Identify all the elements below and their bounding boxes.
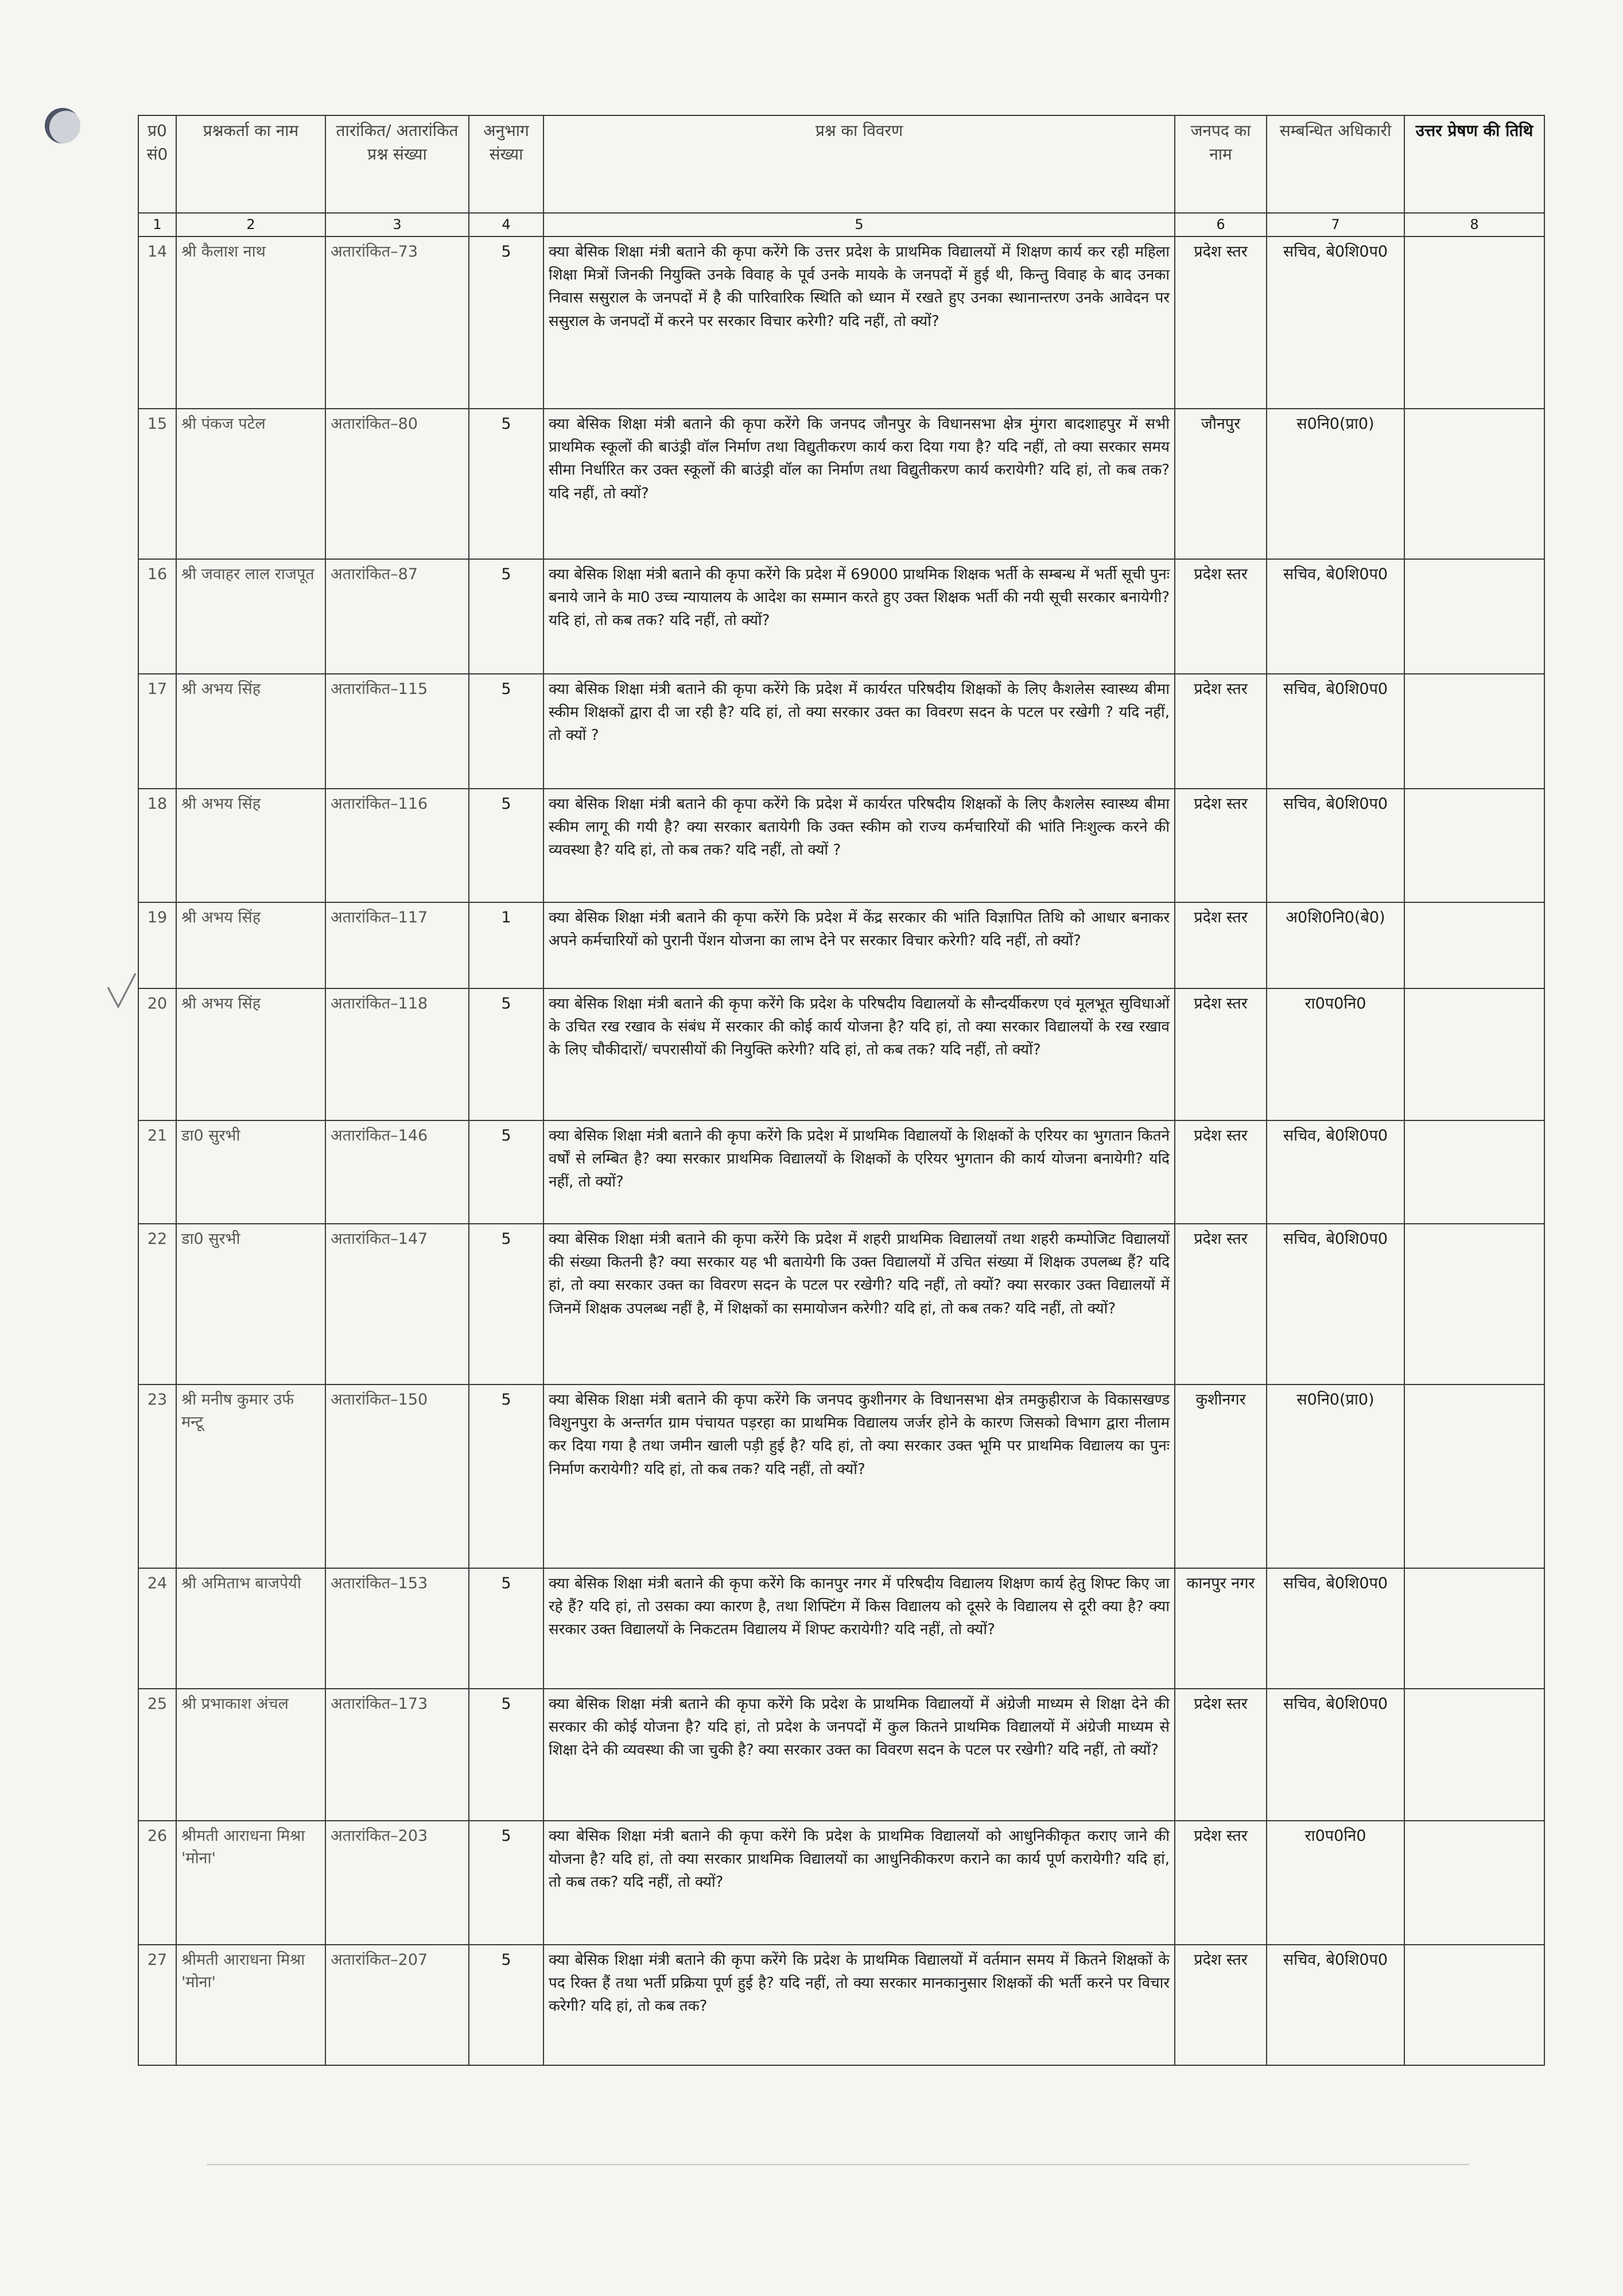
table-row	[138, 409, 1544, 559]
question-number-cell: अतारांकित–173	[325, 1689, 469, 1821]
reply-date-cell	[1404, 409, 1544, 559]
serial-cell: 14	[138, 236, 176, 409]
officer-cell: स0नि0(प्रा0)	[1267, 1384, 1404, 1568]
serial-cell: 18	[138, 789, 176, 902]
section-number-cell: 5	[469, 1120, 543, 1224]
officer-cell: सचिव, बे0शि0प0	[1267, 236, 1404, 409]
serial-cell: 22	[138, 1224, 176, 1384]
question-detail-cell: क्या बेसिक शिक्षा मंत्री बताने की कृपा करेंगे कि प्रदेश में कार्यरत परिषदीय शिक्षकों के लिए कैशलेस स्वास्थ्य बीमा स्कीम शिक्षकों द्वारा दी जा रही है? यदि हां, तो क्या सरकार उक्त का विवरण सदन के पटल पर रखेगी ? यदि नहीं, तो क्यों ?	[543, 674, 1175, 789]
header-question-detail: प्रश्न का विवरण	[543, 115, 1175, 213]
tick-mark-icon	[104, 970, 139, 1016]
question-detail-cell: क्या बेसिक शिक्षा मंत्री बताने की कृपा करेंगे कि प्रदेश में केंद्र सरकार की भांति विज्ञापित तिथि को आधार बनाकर अपने कर्मचारियों को पुरानी पेंशन योजना का लाभ देने पर सरकार विचार करेगी? यदि नहीं, तो क्यों?	[543, 902, 1175, 988]
question-number-cell: अतारांकित–80	[325, 409, 469, 559]
question-number-cell: अतारांकित–203	[325, 1821, 469, 1945]
header-district: जनपद का नाम	[1175, 115, 1267, 213]
district-cell: कुशीनगर	[1175, 1384, 1267, 1568]
table-row	[138, 1384, 1544, 1568]
header-officer: सम्बन्धित अधिकारी	[1267, 115, 1404, 213]
col-number: 2	[176, 213, 325, 236]
district-cell: प्रदेश स्तर	[1175, 988, 1267, 1120]
officer-cell: सचिव, बे0शि0प0	[1267, 1120, 1404, 1224]
section-number-cell: 5	[469, 559, 543, 674]
district-cell: प्रदेश स्तर	[1175, 559, 1267, 674]
questioner-name-cell: श्री मनीष कुमार उर्फ मन्टू	[176, 1384, 325, 1568]
serial-cell: 16	[138, 559, 176, 674]
officer-cell: अ0शि0नि0(बे0)	[1267, 902, 1404, 988]
question-number-cell: अतारांकित–146	[325, 1120, 469, 1224]
section-number-cell: 5	[469, 789, 543, 902]
question-list-sheet	[138, 115, 1561, 2181]
officer-cell: सचिव, बे0शि0प0	[1267, 789, 1404, 902]
district-cell: प्रदेश स्तर	[1175, 236, 1267, 409]
reply-date-cell	[1404, 236, 1544, 409]
serial-cell: 26	[138, 1821, 176, 1945]
questions-table	[138, 115, 1545, 2066]
question-detail-cell: क्या बेसिक शिक्षा मंत्री बताने की कृपा करेंगे कि प्रदेश के परिषदीय विद्यालयों के सौन्दर्यीकरण एवं मूलभूत सुविधाओं के उचित रख रखाव के संबंध में सरकार की कोई कार्य योजना है? यदि हां, तो क्या सरकार विद्यालयों के रख रखाव के लिए चौकीदारों/ चपरासीयों की नियुक्ति करेगी? यदि हां, तो कब तक? यदि नहीं, तो क्यों?	[543, 988, 1175, 1120]
table-row	[138, 1120, 1544, 1224]
questioner-name-cell: श्री अमिताभ बाजपेयी	[176, 1568, 325, 1689]
section-number-cell: 1	[469, 902, 543, 988]
question-number-cell: अतारांकित–116	[325, 789, 469, 902]
section-number-cell: 5	[469, 988, 543, 1120]
reply-date-cell	[1404, 902, 1544, 988]
district-cell: प्रदेश स्तर	[1175, 674, 1267, 789]
question-number-cell: अतारांकित–207	[325, 1945, 469, 2065]
question-detail-cell: क्या बेसिक शिक्षा मंत्री बताने की कृपा करेंगे कि प्रदेश के प्राथमिक विद्यालयों में वर्तमान समय में कितने शिक्षकों के पद रिक्त हैं तथा भर्ती प्रक्रिया पूर्ण हुई है? यदि नहीं, तो क्या सरकार मानकानुसार शिक्षकों की भर्ती करने पर विचार करेगी? यदि हां, तो कब तक?	[543, 1945, 1175, 2065]
question-detail-cell: क्या बेसिक शिक्षा मंत्री बताने की कृपा करेंगे कि प्रदेश में कार्यरत परिषदीय शिक्षकों के लिए कैशलेस स्वास्थ्य बीमा स्कीम लागू की गयी है? क्या सरकार बतायेगी कि उक्त स्कीम को राज्य कर्मचारियों की भांति निःशुल्क करने की व्यवस्था है? यदि हां, तो कब तक? यदि नहीं, तो क्यों ?	[543, 789, 1175, 902]
table-row	[138, 559, 1544, 674]
questioner-name-cell: श्री जवाहर लाल राजपूत	[176, 559, 325, 674]
section-number-cell: 5	[469, 236, 543, 409]
section-number-cell: 5	[469, 409, 543, 559]
officer-cell: रा0प0नि0	[1267, 988, 1404, 1120]
table-row	[138, 674, 1544, 789]
serial-cell: 27	[138, 1945, 176, 2065]
officer-cell: सचिव, बे0शि0प0	[1267, 1689, 1404, 1821]
officer-cell: सचिव, बे0शि0प0	[1267, 674, 1404, 789]
section-number-cell: 5	[469, 1384, 543, 1568]
questioner-name-cell: श्रीमती आराधना मिश्रा 'मोना'	[176, 1821, 325, 1945]
questioner-name-cell: श्री अभय सिंह	[176, 902, 325, 988]
questioner-name-cell: श्रीमती आराधना मिश्रा 'मोना'	[176, 1945, 325, 2065]
district-cell: कानपुर नगर	[1175, 1568, 1267, 1689]
table-row	[138, 1224, 1544, 1384]
district-cell: प्रदेश स्तर	[1175, 1120, 1267, 1224]
officer-cell: सचिव, बे0शि0प0	[1267, 1224, 1404, 1384]
reply-date-cell	[1404, 1384, 1544, 1568]
col-number: 4	[469, 213, 543, 236]
question-detail-cell: क्या बेसिक शिक्षा मंत्री बताने की कृपा करेंगे कि प्रदेश में शहरी प्राथमिक विद्यालयों तथा शहरी कम्पोजिट विद्यालयों की संख्या कितनी है? क्या सरकार यह भी बतायेगी कि उक्त विद्यालयों में उचित संख्या में शिक्षक उपलब्ध हैं? यदि हां, तो क्या सरकार उक्त का विवरण सदन के पटल पर रखेगी? यदि नहीं, तो क्यों? क्या सरकार उक्त विद्यालयों में जिनमें शिक्षक उपलब्ध नहीं है, में शिक्षकों का समायोजन करेगी? यदि हां, तो कब तक? यदि नहीं, तो क्यों?	[543, 1224, 1175, 1384]
question-number-cell: अतारांकित–118	[325, 988, 469, 1120]
questioner-name-cell: श्री कैलाश नाथ	[176, 236, 325, 409]
question-detail-cell: क्या बेसिक शिक्षा मंत्री बताने की कृपा करेंगे कि कानपुर नगर में परिषदीय विद्यालय शिक्षण कार्य हेतु शिफ्ट किए जा रहे हैं? यदि हां, तो उसका क्या कारण है, तथा शिफ्टिंग में किस विद्यालय को दूसरे के विद्यालय से दूरी क्या है? क्या सरकार उक्त विद्यालयों के निकटतम विद्यालय में शिफ्ट करायेगी? यदि नहीं, तो क्यों?	[543, 1568, 1175, 1689]
col-number: 6	[1175, 213, 1267, 236]
col-number: 3	[325, 213, 469, 236]
section-number-cell: 5	[469, 1224, 543, 1384]
question-detail-cell: क्या बेसिक शिक्षा मंत्री बताने की कृपा करेंगे कि प्रदेश में प्राथमिक विद्यालयों के शिक्षकों के एरियर का भुगतान कितने वर्षों से लम्बित है? क्या सरकार प्राथमिक विद्यालयों के शिक्षकों के एरियर भुगतान की कार्य योजना बनायेगी? यदि नहीं, तो क्यों?	[543, 1120, 1175, 1224]
questioner-name-cell: श्री अभय सिंह	[176, 674, 325, 789]
serial-cell: 24	[138, 1568, 176, 1689]
reply-date-cell	[1404, 1689, 1544, 1821]
serial-cell: 19	[138, 902, 176, 988]
reply-date-cell	[1404, 1568, 1544, 1689]
questions-body	[138, 236, 1544, 2065]
question-number-cell: अतारांकित–147	[325, 1224, 469, 1384]
questioner-name-cell: डा0 सुरभी	[176, 1224, 325, 1384]
table-row	[138, 988, 1544, 1120]
punch-hole	[45, 108, 80, 144]
section-number-cell: 5	[469, 1821, 543, 1945]
questioner-name-cell: श्री पंकज पटेल	[176, 409, 325, 559]
column-number-row	[138, 213, 1544, 236]
col-number: 7	[1267, 213, 1404, 236]
reply-date-cell	[1404, 988, 1544, 1120]
section-number-cell: 5	[469, 674, 543, 789]
serial-cell: 23	[138, 1384, 176, 1568]
officer-cell: स0नि0(प्रा0)	[1267, 409, 1404, 559]
question-detail-cell: क्या बेसिक शिक्षा मंत्री बताने की कृपा करेंगे कि जनपद जौनपुर के विधानसभा क्षेत्र मुंगरा बादशाहपुर में सभी प्राथमिक स्कूलों की बाउंड्री वॉल निर्माण तथा विद्युतीकरण कार्य करा दिया गया है? यदि नहीं, तो क्या सरकार समय सीमा निर्धारित कर उक्त स्कूलों की बाउंड्री वॉल का निर्माण तथा विद्युतीकरण कार्य करायेगी? यदि हां, तो कब तक? यदि नहीं, तो क्यों?	[543, 409, 1175, 559]
district-cell: प्रदेश स्तर	[1175, 1224, 1267, 1384]
col-number: 8	[1404, 213, 1544, 236]
question-detail-cell: क्या बेसिक शिक्षा मंत्री बताने की कृपा करेंगे कि प्रदेश के प्राथमिक विद्यालयों को आधुनिकीकृत कराए जाने की योजना है? यदि हां, तो क्या सरकार प्राथमिक विद्यालयों का आधुनिकीकरण कराने का कार्य पूर्ण करायेगी? यदि हां, तो कब तक? यदि नहीं, तो क्यों?	[543, 1821, 1175, 1945]
table-row	[138, 1568, 1544, 1689]
officer-cell: सचिव, बे0शि0प0	[1267, 1568, 1404, 1689]
header-reply-date: उत्तर प्रेषण की तिथि	[1404, 115, 1544, 213]
table-row	[138, 236, 1544, 409]
questioner-name-cell: श्री अभय सिंह	[176, 789, 325, 902]
section-number-cell: 5	[469, 1689, 543, 1821]
reply-date-cell	[1404, 559, 1544, 674]
question-detail-cell: क्या बेसिक शिक्षा मंत्री बताने की कृपा करेंगे कि जनपद कुशीनगर के विधानसभा क्षेत्र तमकुहीराज के विकासखण्ड विशुनपुरा के अन्तर्गत ग्राम पंचायत पड़रहा का प्राथमिक विद्यालय जर्जर होने के कारण जिसको विभाग द्वारा नीलाम कर दिया गया है तथा जमीन खाली पड़ी हुई है? यदि हां, तो क्या सरकार उक्त भूमि पर प्राथमिक विद्यालय का पुनः निर्माण करायेगी? यदि हां, तो कब तक? यदि नहीं, तो क्यों?	[543, 1384, 1175, 1568]
header-section-number: अनुभाग संख्या	[469, 115, 543, 213]
serial-cell: 21	[138, 1120, 176, 1224]
district-cell: जौनपुर	[1175, 409, 1267, 559]
question-number-cell: अतारांकित–115	[325, 674, 469, 789]
question-detail-cell: क्या बेसिक शिक्षा मंत्री बताने की कृपा करेंगे कि प्रदेश के प्राथमिक विद्यालयों में अंग्रेजी माध्यम से शिक्षा देने की सरकार की कोई योजना है? यदि हां, तो प्रदेश के जनपदों में कुल कितने प्राथमिक विद्यालयों में अंग्रेजी माध्यम से शिक्षा देने की व्यवस्था की जा चुकी है? क्या सरकार उक्त का विवरण सदन के पटल पर रखेगी? यदि नहीं, तो क्यों?	[543, 1689, 1175, 1821]
reply-date-cell	[1404, 674, 1544, 789]
question-number-cell: अतारांकित–150	[325, 1384, 469, 1568]
bottom-edge-line	[207, 2164, 1469, 2165]
reply-date-cell	[1404, 1120, 1544, 1224]
col-number: 5	[543, 213, 1175, 236]
officer-cell: रा0प0नि0	[1267, 1821, 1404, 1945]
questioner-name-cell: श्री अभय सिंह	[176, 988, 325, 1120]
district-cell: प्रदेश स्तर	[1175, 1945, 1267, 2065]
reply-date-cell	[1404, 1945, 1544, 2065]
table-row	[138, 789, 1544, 902]
serial-cell: 25	[138, 1689, 176, 1821]
question-number-cell: अतारांकित–87	[325, 559, 469, 674]
reply-date-cell	[1404, 789, 1544, 902]
question-number-cell: अतारांकित–73	[325, 236, 469, 409]
table-row	[138, 1689, 1544, 1821]
header-serial: प्र0 सं0	[138, 115, 176, 213]
section-number-cell: 5	[469, 1945, 543, 2065]
questioner-name-cell: श्री प्रभाकाश अंचल	[176, 1689, 325, 1821]
header-questioner-name: प्रश्नकर्ता का नाम	[176, 115, 325, 213]
officer-cell: सचिव, बे0शि0प0	[1267, 559, 1404, 674]
question-detail-cell: क्या बेसिक शिक्षा मंत्री बताने की कृपा करेंगे कि प्रदेश में 69000 प्राथमिक शिक्षक भर्ती के सम्बन्ध में भर्ती सूची पुनः बनाये जाने के मा0 उच्च न्यायालय के आदेश का सम्मान करते हुए उक्त शिक्षक भर्ती की नयी सूची सरकार बनायेगी? यदि हां, तो कब तक? यदि नहीं, तो क्यों?	[543, 559, 1175, 674]
header-question-number: तारांकित/ अतारांकित प्रश्न संख्या	[325, 115, 469, 213]
question-number-cell: अतारांकित–153	[325, 1568, 469, 1689]
col-number: 1	[138, 213, 176, 236]
serial-cell: 15	[138, 409, 176, 559]
serial-cell: 20	[138, 988, 176, 1120]
table-row	[138, 1945, 1544, 2065]
district-cell: प्रदेश स्तर	[1175, 902, 1267, 988]
district-cell: प्रदेश स्तर	[1175, 1821, 1267, 1945]
district-cell: प्रदेश स्तर	[1175, 789, 1267, 902]
section-number-cell: 5	[469, 1568, 543, 1689]
serial-cell: 17	[138, 674, 176, 789]
table-row	[138, 902, 1544, 988]
district-cell: प्रदेश स्तर	[1175, 1689, 1267, 1821]
reply-date-cell	[1404, 1224, 1544, 1384]
reply-date-cell	[1404, 1821, 1544, 1945]
question-number-cell: अतारांकित–117	[325, 902, 469, 988]
officer-cell: सचिव, बे0शि0प0	[1267, 1945, 1404, 2065]
table-row	[138, 1821, 1544, 1945]
questioner-name-cell: डा0 सुरभी	[176, 1120, 325, 1224]
header-row	[138, 115, 1544, 213]
question-detail-cell: क्या बेसिक शिक्षा मंत्री बताने की कृपा करेंगे कि उत्तर प्रदेश के प्राथमिक विद्यालयों में शिक्षण कार्य कर रही महिला शिक्षा मित्रों जिनकी नियुक्ति उनके विवाह के पूर्व उनके मायके के जनपदों में हुई थी, किन्तु विवाह के बाद उनका निवास ससुराल के जनपदों में है की पारिवारिक स्थिति को ध्यान में रखते हुए उनका स्थानान्तरण उनके आवेदन पर ससुराल के जनपदों में करने पर सरकार विचार करेगी? यदि नहीं, तो क्यों?	[543, 236, 1175, 409]
